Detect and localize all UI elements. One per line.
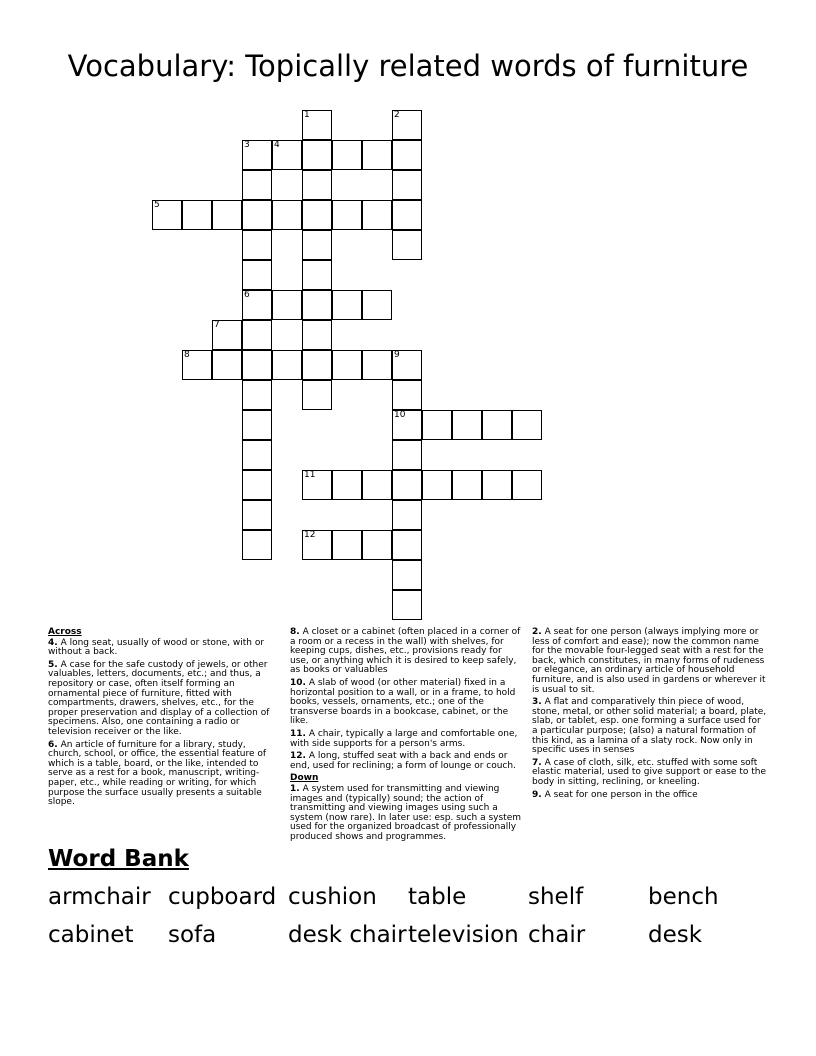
crossword-cell[interactable] bbox=[392, 590, 422, 620]
clue-number: 1 bbox=[304, 110, 310, 120]
crossword-cell[interactable] bbox=[392, 530, 422, 560]
word-bank-title: Word Bank bbox=[48, 846, 189, 872]
crossword-cell[interactable] bbox=[302, 260, 332, 290]
crossword-cell[interactable] bbox=[242, 500, 272, 530]
word-bank-word: armchair bbox=[48, 884, 151, 910]
word-bank-word: bench bbox=[648, 884, 719, 910]
clue-number: 6 bbox=[244, 290, 250, 300]
crossword-cell[interactable] bbox=[362, 200, 392, 230]
crossword-cell[interactable] bbox=[392, 350, 422, 380]
crossword-cell[interactable] bbox=[242, 290, 272, 320]
clue-across-11: 11. A chair, typically a large and comfortable one, with side supports for a person's arms. bbox=[290, 728, 518, 749]
crossword-cell[interactable] bbox=[302, 290, 332, 320]
crossword-cell[interactable] bbox=[512, 410, 542, 440]
crossword-cell[interactable] bbox=[362, 530, 392, 560]
clue-number: 11 bbox=[304, 470, 316, 480]
crossword-cell[interactable] bbox=[302, 230, 332, 260]
word-bank-word: cabinet bbox=[48, 922, 134, 948]
crossword-cell[interactable] bbox=[302, 350, 332, 380]
crossword-cell[interactable] bbox=[182, 350, 212, 380]
word-bank-word: desk bbox=[648, 922, 703, 948]
crossword-cell[interactable] bbox=[242, 410, 272, 440]
crossword-cell[interactable] bbox=[332, 200, 362, 230]
crossword-cell[interactable] bbox=[212, 200, 242, 230]
crossword-cell[interactable] bbox=[242, 230, 272, 260]
crossword-cell[interactable] bbox=[212, 320, 242, 350]
clue-down-2: 2. A seat for one person (always implying more or less of comfort and ease); now the common name for the movable four-legged seat with a rest for the back, which constitutes, in many forms of rudeness or elegance, an ordinary article of household furniture, and is also used in gardens or wherever it is usual to sit. bbox=[532, 627, 766, 695]
word-bank-word: desk chair bbox=[288, 922, 407, 948]
crossword-cell[interactable] bbox=[392, 500, 422, 530]
clue-down-1: 1. A system used for transmitting and viewing images and (typically) sound; the action of transmitting and viewing images using such a system (now rare). In later use: esp. such a system used for the organized broadcast of professionally produced shows and programmes. bbox=[290, 783, 521, 842]
crossword-cell[interactable] bbox=[242, 140, 272, 170]
word-bank-word: sofa bbox=[168, 922, 217, 948]
clues-column-3 bbox=[532, 628, 768, 803]
crossword-cell[interactable] bbox=[182, 200, 212, 230]
crossword-cell[interactable] bbox=[272, 290, 302, 320]
clue-number: 5 bbox=[154, 200, 160, 210]
crossword-cell[interactable] bbox=[302, 200, 332, 230]
crossword-cell[interactable] bbox=[302, 320, 332, 350]
crossword-cell[interactable] bbox=[302, 380, 332, 410]
crossword-cell[interactable] bbox=[482, 410, 512, 440]
crossword-cell[interactable] bbox=[332, 530, 362, 560]
crossword-cell[interactable] bbox=[332, 140, 362, 170]
crossword-cell[interactable] bbox=[392, 560, 422, 590]
crossword-cell[interactable] bbox=[452, 410, 482, 440]
crossword-cell[interactable] bbox=[332, 350, 362, 380]
clue-number: 10 bbox=[394, 410, 406, 420]
crossword-cell[interactable] bbox=[392, 470, 422, 500]
word-bank-word: cupboard bbox=[168, 884, 277, 910]
crossword-cell[interactable] bbox=[392, 140, 422, 170]
down-heading: Down bbox=[290, 773, 319, 784]
clue-number: 7 bbox=[214, 320, 220, 330]
clue-down-9: 9. A seat for one person in the office bbox=[532, 789, 698, 800]
crossword-cell[interactable] bbox=[242, 170, 272, 200]
crossword-cell[interactable] bbox=[242, 320, 272, 350]
clue-across-10: 10. A slab of wood (or other material) fixed in a horizontal position to a wall, or in a frame, to hold books, vessels, ornaments, etc.; one of the transverse boards in a bookcase, cabinet, or the like. bbox=[290, 677, 516, 727]
crossword-cell[interactable] bbox=[272, 200, 302, 230]
crossword-cell[interactable] bbox=[512, 470, 542, 500]
crossword-cell[interactable] bbox=[392, 170, 422, 200]
crossword-cell[interactable] bbox=[422, 410, 452, 440]
word-bank-word: chair bbox=[528, 922, 586, 948]
crossword-cell[interactable] bbox=[302, 530, 332, 560]
crossword-cell[interactable] bbox=[242, 260, 272, 290]
word-bank-word: cushion bbox=[288, 884, 377, 910]
crossword-cell[interactable] bbox=[482, 470, 512, 500]
crossword-cell[interactable] bbox=[362, 290, 392, 320]
clue-number: 2 bbox=[394, 110, 400, 120]
across-heading: Across bbox=[48, 627, 82, 637]
crossword-cell[interactable] bbox=[422, 470, 452, 500]
page-title: Vocabulary: Topically related words of furniture bbox=[67, 49, 749, 83]
clue-across-6: 6. An article of furniture for a library, study, church, school, or office, the essential feature of which is a table, board, or the like, intended to serve as a rest for a book, manuscript, writing-paper, etc., while reading or writing, for which purpose the surface usually presents a suitable slope. bbox=[48, 739, 267, 808]
crossword-cell[interactable] bbox=[152, 200, 182, 230]
clue-number: 12 bbox=[304, 530, 316, 540]
crossword-cell[interactable] bbox=[272, 350, 302, 380]
clue-down-7: 7. A case of cloth, silk, etc. stuffed with some soft elastic material, used to give support or ease to the body in sitting, reclining, or kneeling. bbox=[532, 757, 766, 787]
clues-column-1 bbox=[48, 628, 280, 811]
word-bank-word: television bbox=[408, 922, 519, 948]
clue-number: 4 bbox=[274, 140, 280, 150]
crossword-cell[interactable] bbox=[302, 110, 332, 140]
crossword-cell[interactable] bbox=[212, 350, 242, 380]
crossword-cell[interactable] bbox=[452, 470, 482, 500]
crossword-cell[interactable] bbox=[332, 290, 362, 320]
clue-across-5: 5. A case for the safe custody of jewels, or other valuables, letters, documents, etc.; and thus, a repository or case, often itself forming an ornamental piece of furniture, fitted with compartments, drawers, shelves, etc., for the proper preservation and display of a collection of specimens. Also, one containing a radio or television receiver or the like. bbox=[48, 659, 270, 737]
crossword-cell[interactable] bbox=[392, 440, 422, 470]
crossword-cell[interactable] bbox=[242, 470, 272, 500]
crossword-cell[interactable] bbox=[302, 470, 332, 500]
crossword-cell[interactable] bbox=[242, 440, 272, 470]
crossword-cell[interactable] bbox=[302, 140, 332, 170]
crossword-cell[interactable] bbox=[362, 470, 392, 500]
clues-column-2 bbox=[290, 628, 522, 845]
word-bank-word: shelf bbox=[528, 884, 584, 910]
crossword-cell[interactable] bbox=[392, 230, 422, 260]
crossword-cell[interactable] bbox=[392, 200, 422, 230]
clue-number: 9 bbox=[394, 350, 400, 360]
clue-number: 3 bbox=[244, 140, 250, 150]
crossword-cell[interactable] bbox=[272, 140, 302, 170]
crossword-cell[interactable] bbox=[302, 170, 332, 200]
crossword-cell[interactable] bbox=[242, 530, 272, 560]
clue-across-4: 4. A long seat, usually of wood or stone, with or without a back. bbox=[48, 637, 265, 658]
clue-number: 8 bbox=[184, 350, 190, 360]
clue-down-3: 3. A flat and comparatively thin piece of wood, stone, metal, or other solid material; a board, plate, slab, or tablet, esp. one forming a surface used for a particular purpose; (also) a natural formation of this kind, as a lamina of a slaty rock. Now only in specific uses in senses bbox=[532, 697, 767, 756]
clue-across-8: 8. A closet or a cabinet (often placed in a corner of a room or a recess in the wall) with shelves, for keeping cups, dishes, etc., provisions ready for use, or anything which it is desired to keep safely, as books or valuables bbox=[290, 627, 521, 676]
crossword-cell[interactable] bbox=[242, 350, 272, 380]
crossword-cell[interactable] bbox=[392, 110, 422, 140]
crossword-cell[interactable] bbox=[392, 410, 422, 440]
crossword-cell[interactable] bbox=[242, 200, 272, 230]
crossword-cell[interactable] bbox=[362, 140, 392, 170]
crossword-cell[interactable] bbox=[392, 380, 422, 410]
crossword-cell[interactable] bbox=[242, 380, 272, 410]
clue-across-12: 12. A long, stuffed seat with a back and ends or end, used for reclining; a form of lounge or couch. bbox=[290, 751, 516, 771]
word-bank-word: table bbox=[408, 884, 467, 910]
crossword-cell[interactable] bbox=[332, 470, 362, 500]
crossword-cell[interactable] bbox=[362, 350, 392, 380]
